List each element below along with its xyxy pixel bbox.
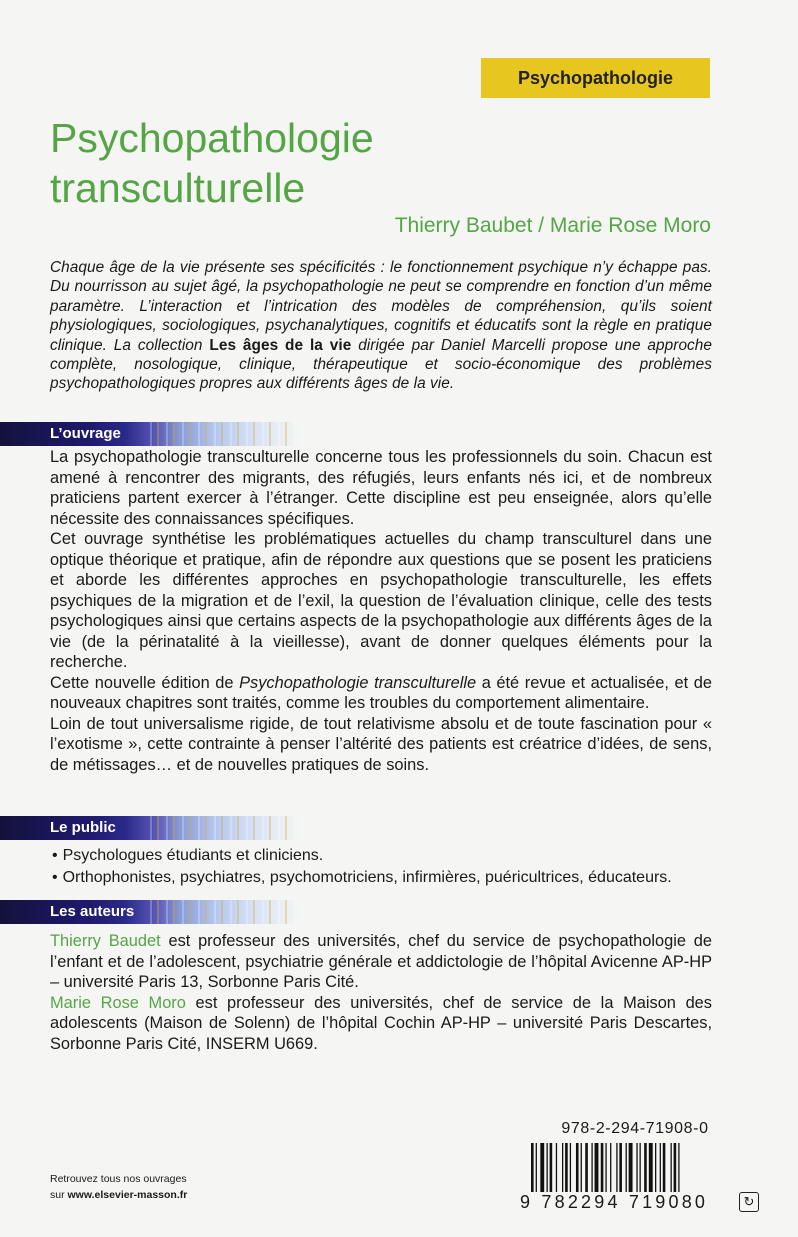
section-heading: Le public (50, 819, 116, 836)
section-heading: L’ouvrage (50, 425, 121, 442)
section-header-public (0, 816, 300, 840)
collection-intro (50, 258, 712, 394)
ouvrage-paragraph-3 (50, 673, 712, 714)
section-header-pattern (150, 816, 300, 840)
section-header-pattern (150, 422, 300, 446)
author-bio-text: est professeur des universités, chef de service de la Maison des adolescents (Maison de Solenn) de l’hôpital Cochin AP-HP – université Paris Descartes, Sorbonne Paris Cité, INSERM U669. (50, 993, 712, 1053)
intro-text-1: Chaque âge de la vie présente ses spécificités : le fonctionnement psychique n’y échappe pas. Du nourrisson au sujet âgé, la psychopathologie ne peut se comprendre en fonction d’un même paramètre. L’interaction et l’intrication des modèles de compréhension, qu’ils soient physiologiques, sociologiques, psychanalytiques, cognitifs et éducatifs sont la règle en pratique clinique. La collection (50, 259, 712, 354)
author-name: Marie Rose Moro (50, 993, 186, 1012)
list-item: • Psychologues étudiants et cliniciens. (52, 845, 752, 867)
footer-prefix: sur (50, 1189, 68, 1201)
p3-before: Cette nouvelle édition de (50, 673, 240, 692)
section-heading: Les auteurs (50, 903, 135, 920)
footer (50, 1171, 187, 1203)
intro-text-2: dirigée par Daniel Marcelli propose une approche complète, nosologique, clinique, thérapeutique et socio-économique des problèmes psychopathologiques propres aux différents âges de la vie. (50, 336, 713, 393)
author-bio-2 (50, 993, 712, 1055)
section-header-auteurs (0, 900, 300, 924)
ouvrage-text (50, 447, 712, 775)
barcode-digits: 9 782294 719080 (520, 1192, 732, 1212)
author-bio-1 (50, 931, 712, 993)
recycle-icon: ↻ (739, 1192, 759, 1212)
author-bio-text: est professeur des universités, chef du service de psychopathologie de l’enfant et de l’adolescent, psychiatrie générale et addictologie de l’hôpital Avicenne AP-HP – université Paris 13, Sorbonne Paris Cité. (50, 932, 713, 991)
p3-after: a été revue et actualisée, et de nouveaux chapitres sont traités, comme les troubles du comportement alimentaire. (50, 673, 713, 712)
section-header-ouvrage (0, 422, 300, 446)
book-title-line-2: transculturelle (50, 165, 306, 211)
collection-badge: Psychopathologie (481, 58, 710, 98)
book-title (50, 113, 610, 213)
isbn: 978-2-294-71908-0 (561, 1120, 709, 1137)
auteurs-text (50, 931, 712, 1054)
website-link[interactable]: www.elsevier-masson.fr (67, 1189, 188, 1201)
section-header-pattern (150, 900, 300, 924)
authors-line: Thierry Baubet / Marie Rose Moro (394, 214, 711, 237)
ouvrage-paragraph-2: Cet ouvrage synthétise les problématiques actuelles du champ transculturel dans une optique théorique et pratique, afin de répondre aux questions que se posent les praticiens et aborde les différentes approches en psychopathologie transculturelle, les effets psychiques de la migration et de l’exil, la question de l’évaluation clinique, celle des tests psychologiques ainsi que certains aspects de la psychopathologie aux différents âges de la vie (de la périnatalité à la vieillesse), avant de donner quelques éléments pour la recherche. (50, 530, 712, 671)
ouvrage-paragraph-4: Loin de tout universalisme rigide, de tout relativisme absolu et de toute fascination pour « l’exotisme », cette contrainte à penser l’altérité des patients est créatrice d’idées, de sens, de métissages… et de nouvelles pratiques de soins. (50, 714, 712, 774)
public-list (52, 845, 752, 888)
edition-title: Psychopathologie transculturelle (239, 673, 477, 692)
collection-name: Les âges de la vie (209, 336, 352, 354)
footer-line-1: Retrouvez tous nos ouvrages (50, 1173, 187, 1185)
ouvrage-paragraph-1: La psychopathologie transculturelle concerne tous les professionnels du soin. Chacun est amené à rencontrer des migrants, des réfugiés, leurs enfants nés ici, et de nombreux praticiens partent exercer à l’étranger. Cette discipline est peu enseignée, alors qu’elle nécessite des connaissances spécifiques. (50, 448, 712, 528)
list-item: • Orthophonistes, psychiatres, psychomotriciens, infirmières, puéricultrices, éducateurs. (52, 867, 752, 889)
book-title-line-1: Psychopathologie (50, 115, 374, 161)
author-name: Thierry Baudet (50, 932, 161, 950)
footer-line-2 (50, 1187, 187, 1203)
